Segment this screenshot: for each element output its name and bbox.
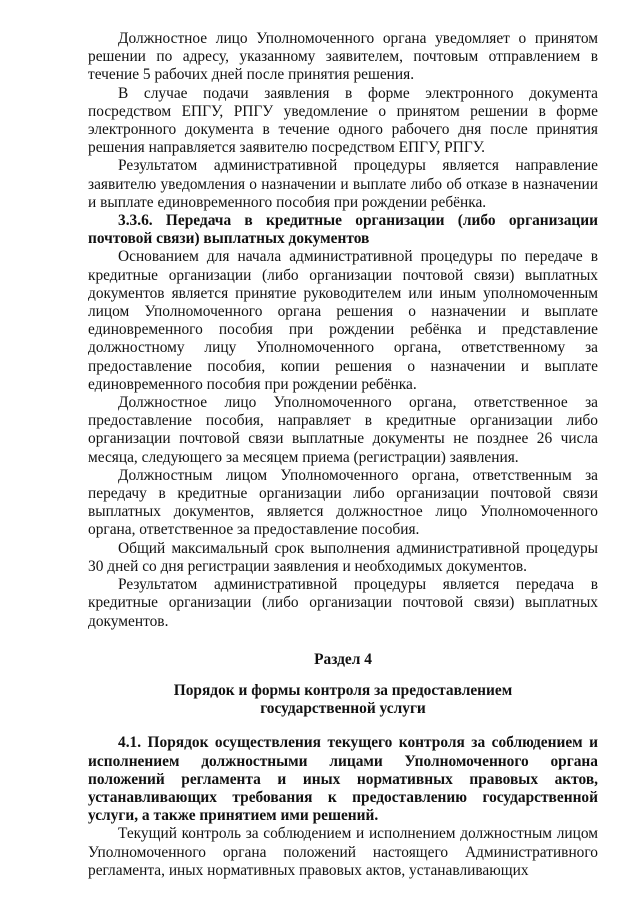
subtitle-spacer: [88, 718, 598, 734]
section-subtitle-line-2: государственной услуги: [260, 700, 426, 718]
section-subtitle-line-1: Порядок и формы контроля за предоставлением: [173, 681, 513, 699]
paragraph-transfer-basis: Основанием для начала административной процедуры по передаче в кредитные организации (либо организации почтовой связи) выплатных документов является принятие руководителем или иным уполномоченным лицом Уполномоченного органа решения о назначении и выплате единовременного пособия при рождении ребёнка и представление должностному лицу Уполномоченного органа, ответственному за предоставление пособия, копии решения о назначении и выплате единовременного пособия при рождении ребёнка.: [88, 248, 598, 393]
paragraph-notification-mail: Должностное лицо Уполномоченного органа уведомляет о принятом решении по адресу, указанному заявителем, почтовым отправлением в течение 5 рабочих дней после принятия решения.: [88, 30, 598, 84]
section-spacer: [88, 631, 598, 651]
paragraph-transfer-deadline: Должностное лицо Уполномоченного органа, ответственное за предоставление пособия, направляет в кредитные организации либо организации почтовой связи выплатные документы не позднее 26 числа месяца, следующего за месяцем приема (регистрации) заявления.: [88, 394, 598, 466]
clause-heading-4-1: 4.1. Порядок осуществления текущего контроля за соблюдением и исполнением должностными лицами Уполномоченного органа положений регламента и иных нормативных правовых актов, устанавливающих требования к предоставлению государственной услуги, а также принятием ими решений.: [88, 734, 598, 825]
paragraph-notification-electronic: В случае подачи заявления в форме электронного документа посредством ЕПГУ, РПГУ уведомление о принятом решении в форме электронного документа в течение одного рабочего дня после принятия решения направляется заявителю посредством ЕПГУ, РПГУ.: [88, 84, 598, 157]
section-title: Раздел 4: [314, 650, 372, 668]
document-page: [88, 30, 598, 880]
subsection-heading-3-3-6: 3.3.6. Передача в кредитные организации (либо организации почтовой связи) выплатных документов: [88, 212, 598, 248]
paragraph-procedure-result: Результатом административной процедуры является направление заявителю уведомления о назначении и выплате либо об отказе в назначении и выплате единовременного пособия при рождении ребёнка.: [88, 157, 598, 211]
paragraph-current-control: Текущий контроль за соблюдением и исполнением должностным лицом Уполномоченного органа положений настоящего Административного регламента, иных нормативных правовых актов, устанавливающих: [88, 825, 598, 879]
title-spacer: [88, 669, 598, 682]
paragraph-responsible-official: Должностным лицом Уполномоченного органа, ответственным за передачу в кредитные организации либо организации почтовой связи выплатных документов, является должностное лицо Уполномоченного органа, ответственное за предоставление пособия.: [88, 466, 598, 539]
paragraph-max-term: Общий максимальный срок выполнения административной процедуры 30 дней со дня регистрации заявления и необходимых документов.: [88, 539, 598, 575]
paragraph-transfer-result: Результатом административной процедуры является передача в кредитные организации (либо организации почтовой связи) выплатных документов.: [88, 576, 598, 630]
